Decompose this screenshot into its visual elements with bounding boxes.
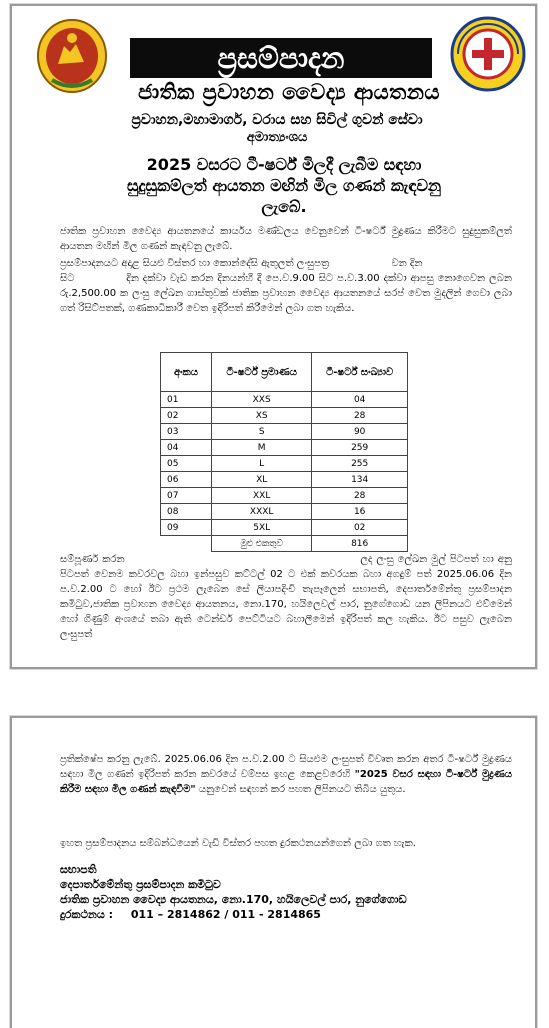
- row-number: 07: [161, 488, 212, 504]
- row-quantity: 04: [312, 392, 408, 408]
- national-emblem-icon: [34, 16, 110, 96]
- row-size: L: [212, 456, 312, 472]
- row-quantity: 255: [312, 456, 408, 472]
- row-size: XXS: [212, 392, 312, 408]
- notice-headline: [104, 154, 464, 217]
- row-size: 5XL: [212, 520, 312, 536]
- phone-label: දුරකථනය :: [60, 908, 113, 921]
- row-size: XXXL: [212, 504, 312, 520]
- table-total-row: [161, 536, 408, 552]
- row-number: 08: [161, 504, 212, 520]
- total-blank-cell: [161, 536, 212, 552]
- para2-part-a: ප්‍රසම්පාදනයට අදාළ සියළු විස්තර හා කොන්දේසි ඇතුලත් ලංසුපත්‍ර: [60, 258, 330, 269]
- page-title: ප්‍රසම්පාදන: [130, 38, 432, 78]
- envelope-label-text: "2025 වසර සඳහා ටී-ෂර්ට් මුද්‍රණය කිරීම සඳහා මිල ගණන් කැඳවීම": [60, 769, 512, 795]
- table-row: [161, 504, 408, 520]
- row-number: 04: [161, 440, 212, 456]
- row-quantity: 134: [312, 472, 408, 488]
- institute-name: ජාතික ප්‍රවාහන වෛද්‍ය ආයතනය: [138, 80, 440, 104]
- table-row: [161, 488, 408, 504]
- signatory-committee: දෙපාර්තමේන්තු ප්‍රසම්පාදන කමිටුව: [60, 878, 221, 891]
- document-page-1: [10, 4, 537, 669]
- table-row: [161, 456, 408, 472]
- header-number: අංකය: [161, 353, 212, 392]
- row-number: 06: [161, 472, 212, 488]
- para3-part-b: ලද ලංසු ලේඛන මුල් පිටපත් හා අනු පිටපත් වෙනම කවරවල බහා ඉන්පසුව කට්ටල් 02 ට එක් කවරයක බහා අගදුම් පත් 2025.06.06 දින ප.ව.2.00 ට හෝ ඊට ප්‍රථම ලැබෙන සේ ලියාපදිංචි තැපෑලෙන් සභාපති, දෙපාර්තමේන්තු ප්‍රසම්පාදන කමිටුව,ජාතික ප්‍රවාහන වෛද්‍ය ආයතනය, නො.170, හයිලෙවල් පාර, නුගේගොඩ යන ලිපිනයට එව්මෙන් හෝ ගිණුම් අංශයේ තබා ඇති ටෙන්ඩර් පෙට්ටියට බහාලීමෙන් ඉදිරිපත් කල හැකිය. ඊට පසුව ලැබෙන ලංසුපත්: [60, 554, 512, 640]
- row-size: XL: [212, 472, 312, 488]
- para2-part-d: දින දක්වා වැඩ කරන දිනයන්හී දී පෙ.ව.9.00 සිට ප.ව.3.00 දක්වා ආපසු නොගෙවන ලබන රු.2,500.00 ක ලංසු ලේඛන ගාස්තුවක් ජාතික ප්‍රවාහන වෛද්‍ය ආයතනයේ සරප් වෙත මුදලින් ගෙවා ලබා ගත් රිසිට්පතක්, ගණකාධිකාරී වෙත ඉදිරිපත් කිරීමෙන් ලබා ගත හැකිය.: [60, 273, 513, 314]
- page-gap: [0, 672, 549, 714]
- row-number: 03: [161, 424, 212, 440]
- headline-line-3: ලැබේ.: [261, 197, 307, 216]
- rejection-paragraph: [60, 752, 512, 797]
- table-row: [161, 424, 408, 440]
- table-header-row: [161, 353, 408, 392]
- row-size: S: [212, 424, 312, 440]
- table-row: [161, 472, 408, 488]
- row-quantity: 16: [312, 504, 408, 520]
- intro-paragraph: ජාතික ප්‍රවාහන වෛද්‍ය ආයතනයේ කාර්යය මණ්ඩලය වෙනුවෙන් ටී-ෂර්ට් මුද්‍රණය කිරීමට සුදුසුකම්ලත් ආයතන මඟින් මිල ගණන් කැඳවනු ලැබේ.: [60, 226, 512, 252]
- row-quantity: 259: [312, 440, 408, 456]
- row-number: 09: [161, 520, 212, 536]
- row-quantity: 28: [312, 488, 408, 504]
- procurement-details-paragraph: [60, 256, 512, 316]
- headline-line-1: 2025 වසරට ටී-ෂර්ට් මිලදී ලැබීම සඳහා: [146, 155, 422, 174]
- row-size: XS: [212, 408, 312, 424]
- signature-block: [60, 862, 520, 922]
- para2-part-b: වන දින: [391, 258, 423, 269]
- contact-paragraph: ඉහත ප්‍රසම්පාදනය සම්බන්ධයෙන් වැඩි විස්තර පහත දුරකථනයන්ගෙන් ලබා ගත හැක.: [60, 838, 416, 849]
- row-size: XXL: [212, 488, 312, 504]
- signatory-address: ජාතික ප්‍රවාහන වෛද්‍ය ආයතනය, නො.170, හයිලෙවල් පාර, නුගේගොඩ: [60, 893, 407, 906]
- header-size: ටී-ෂර්ට් ප්‍රමාණය: [212, 353, 312, 392]
- row-number: 05: [161, 456, 212, 472]
- para3-part-a: සම්පූර්ණ කරන: [60, 554, 125, 565]
- table-row: [161, 408, 408, 424]
- row-number: 01: [161, 392, 212, 408]
- phone-value: 011 – 2814862 / 011 - 2814865: [130, 908, 321, 921]
- submission-paragraph: [60, 552, 512, 642]
- row-size: M: [212, 440, 312, 456]
- row-quantity: 90: [312, 424, 408, 440]
- para4-part-b: යනුවෙන් සඳහන් කර පහත ලිපිනයට තිබිය යුතුය.: [198, 784, 406, 795]
- total-value: 816: [312, 536, 408, 552]
- table-row: [161, 520, 408, 536]
- ministry-line-2: අමාත්‍යංශය: [246, 130, 308, 145]
- row-quantity: 28: [312, 408, 408, 424]
- headline-line-2: සුදුසුකම්ලත් ආයතන මඟින් මිල ගණන් කැඳවනු: [126, 176, 442, 195]
- para4-part-a: ප්‍රතික්ෂේප කරනු ලැබේ. 2025.06.06 දින ප.ව.2.00 ට සියළුම ලංසුපත් විවෘත කරන අතර ටී-ෂර්ට් මුද්‍රණය සඳහා මිල ගණන් ඉදිරිපත් කරන කවරයේ වම්පස ඉහළ කෙළවරෙහි: [60, 754, 512, 780]
- signatory-role: සභාපති: [60, 863, 97, 876]
- para2-part-c: සිට: [60, 273, 75, 284]
- header-quantity: ටී-ෂර්ට් සංඛ්‍යාව: [312, 353, 408, 392]
- total-label: මුළු එකතුව: [212, 536, 312, 552]
- row-number: 02: [161, 408, 212, 424]
- table-row: [161, 392, 408, 408]
- phone-line: [60, 907, 520, 922]
- ministry-line-1: ප්‍රවාහන,මහාමාර්ග, වරාය සහ සිවිල් ගුවන් සේවා: [131, 112, 423, 128]
- tshirt-quantity-table: [160, 352, 408, 552]
- table-row: [161, 440, 408, 456]
- document-page-2: [10, 716, 537, 1028]
- row-quantity: 02: [312, 520, 408, 536]
- table-body: [161, 392, 408, 552]
